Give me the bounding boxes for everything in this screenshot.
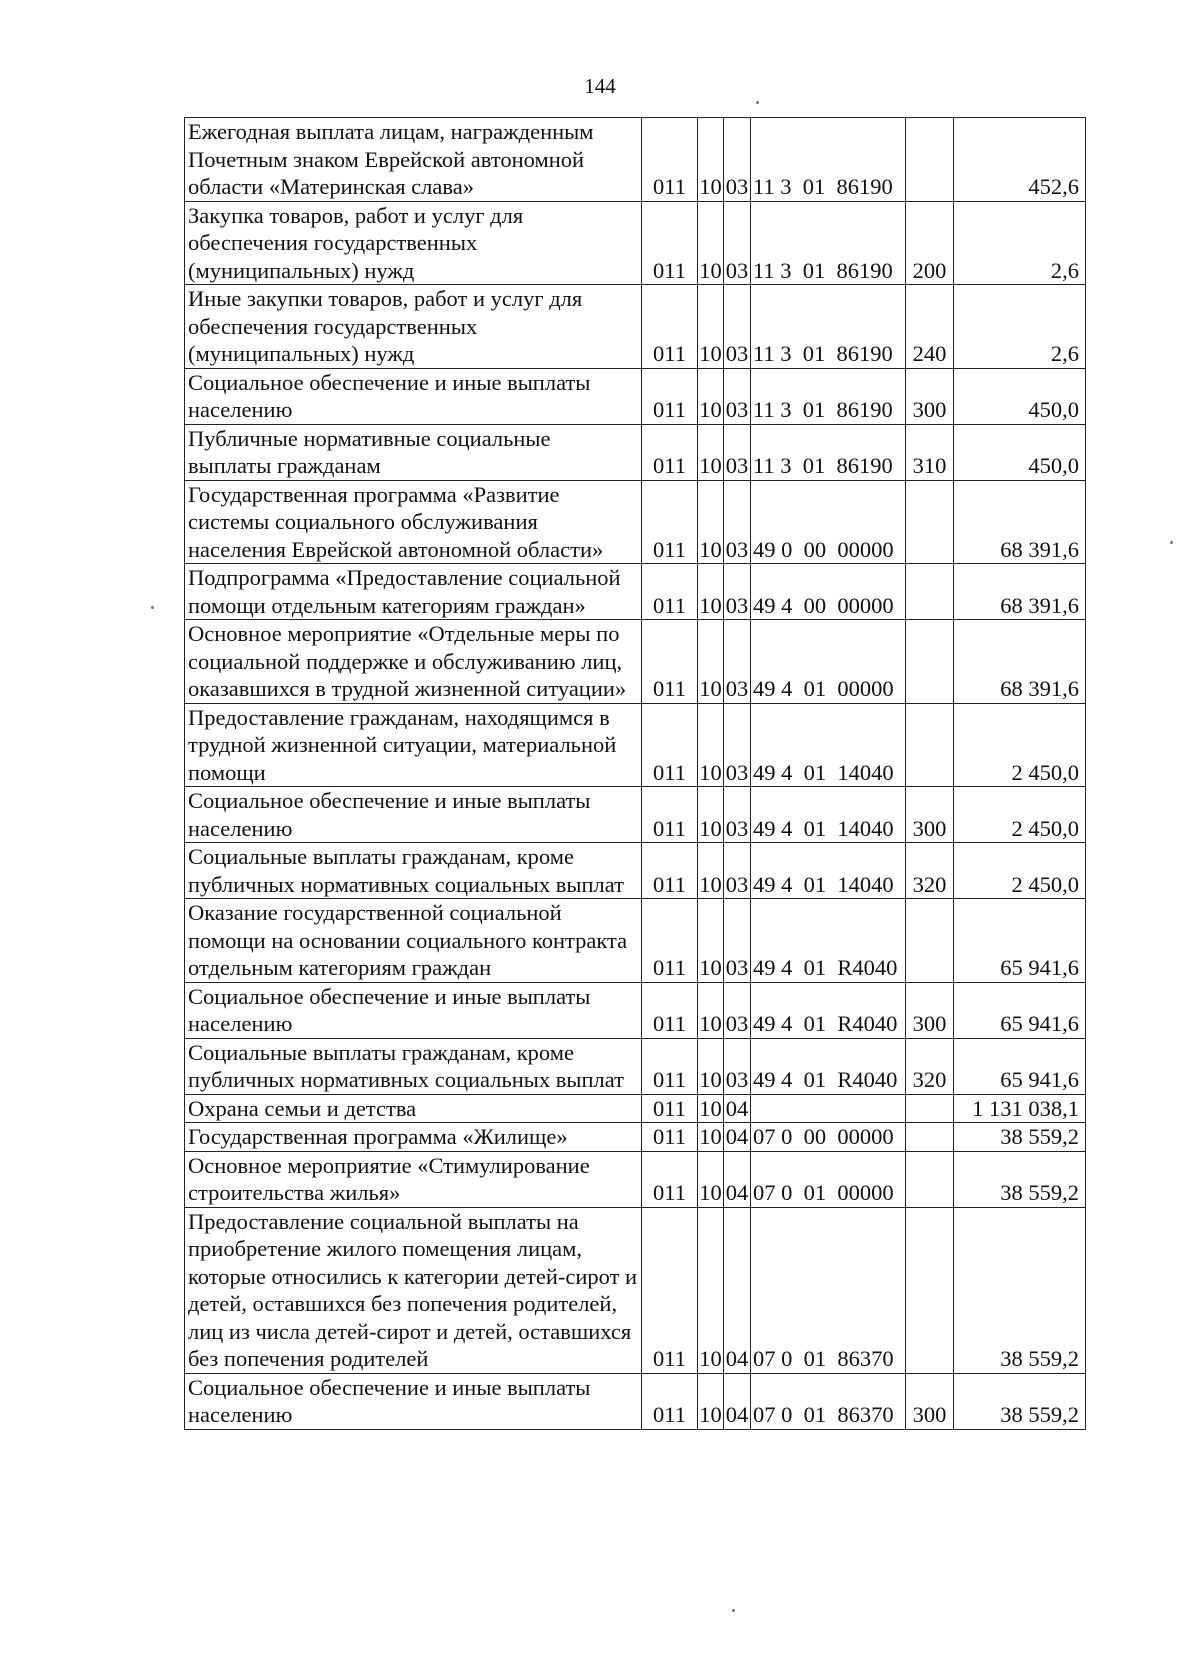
cell-amount: 38 559,2	[954, 1123, 1086, 1152]
cell-target-article: 49 0 00 00000	[751, 480, 906, 564]
budget-table	[184, 117, 1086, 1430]
cell-admin-code: 011	[642, 480, 698, 564]
cell-amount: 68 391,6	[954, 564, 1086, 620]
cell-admin-code: 011	[642, 368, 698, 424]
cell-target-article: 49 4 01 14040	[751, 843, 906, 899]
cell-expense-type	[906, 899, 954, 983]
cell-expense-type: 300	[906, 368, 954, 424]
cell-section: 10	[698, 787, 724, 843]
cell-target-article: 07 0 00 00000	[751, 1123, 906, 1152]
cell-amount: 38 559,2	[954, 1207, 1086, 1373]
cell-name: Социальные выплаты гражданам, кроме публичных нормативных социальных выплат	[185, 1038, 642, 1094]
cell-amount: 2 450,0	[954, 787, 1086, 843]
cell-name: Оказание государственной социальной помощи на основании социального контракта отдельным категориям граждан	[185, 899, 642, 983]
cell-admin-code: 011	[642, 118, 698, 202]
cell-subsection: 03	[724, 620, 751, 704]
cell-admin-code: 011	[642, 1373, 698, 1429]
table-row	[185, 564, 1086, 620]
cell-subsection: 03	[724, 424, 751, 480]
cell-section: 10	[698, 982, 724, 1038]
cell-target-article: 49 4 01 00000	[751, 620, 906, 704]
cell-target-article: 11 3 01 86190	[751, 118, 906, 202]
table-row	[185, 899, 1086, 983]
cell-subsection: 03	[724, 843, 751, 899]
cell-admin-code: 011	[642, 843, 698, 899]
cell-admin-code: 011	[642, 1038, 698, 1094]
cell-name: Социальное обеспечение и иные выплаты населению	[185, 368, 642, 424]
cell-admin-code: 011	[642, 1207, 698, 1373]
table-row	[185, 201, 1086, 285]
cell-subsection: 03	[724, 1038, 751, 1094]
cell-target-article: 11 3 01 86190	[751, 424, 906, 480]
table-row	[185, 424, 1086, 480]
cell-subsection: 03	[724, 368, 751, 424]
table-row	[185, 787, 1086, 843]
cell-amount: 65 941,6	[954, 899, 1086, 983]
cell-name: Социальное обеспечение и иные выплаты населению	[185, 982, 642, 1038]
cell-subsection: 04	[724, 1151, 751, 1207]
cell-amount: 68 391,6	[954, 620, 1086, 704]
cell-target-article: 07 0 01 00000	[751, 1151, 906, 1207]
cell-name: Государственная программа «Жилище»	[185, 1123, 642, 1152]
cell-subsection: 03	[724, 787, 751, 843]
cell-name: Предоставление гражданам, находящимся в трудной жизненной ситуации, материальной помощи	[185, 703, 642, 787]
cell-name: Закупка товаров, работ и услуг для обеспечения государственных (муниципальных) нужд	[185, 201, 642, 285]
cell-section: 10	[699, 1124, 722, 1149]
cell-admin-code: 011	[642, 424, 698, 480]
cell-section: 10	[698, 843, 724, 899]
cell-name: Государственная программа «Развитие системы социального обслуживания населения Еврейской автономной области»	[185, 480, 642, 564]
cell-target-article: 07 0 01 86370	[751, 1373, 906, 1429]
cell-amount: 65 941,6	[954, 982, 1086, 1038]
cell-name: Ежегодная выплата лицам, награжденным Почетным знаком Еврейской автономной области «Материнская слава»	[185, 118, 642, 202]
cell-admin-code: 011	[642, 1123, 698, 1152]
cell-name: Охрана семьи и детства	[185, 1094, 642, 1123]
cell-section: 10	[698, 1038, 724, 1094]
cell-expense-type	[906, 1123, 954, 1152]
cell-target-article: 07 0 01 86370	[751, 1207, 906, 1373]
cell-expense-type: 300	[906, 787, 954, 843]
table-row	[185, 1373, 1086, 1429]
cell-expense-type: 320	[906, 1038, 954, 1094]
table-row	[185, 118, 1086, 202]
cell-section: 10	[699, 1095, 722, 1121]
cell-subsection: 03	[724, 285, 751, 369]
cell-section: 10	[698, 1151, 724, 1207]
cell-subsection: 03	[724, 899, 751, 983]
cell-expense-type	[906, 118, 954, 202]
cell-name: Предоставление социальной выплаты на приобретение жилого помещения лицам, которые относились к категории детей-сирот и детей, оставшихся без попечения родителей, лиц из числа детей-сирот и детей, оставшихся без попечения родителей	[185, 1207, 642, 1373]
cell-amount: 38 559,2	[954, 1373, 1086, 1429]
cell-subsection: 03	[724, 480, 751, 564]
cell-amount: 450,0	[954, 424, 1086, 480]
cell-section: 10	[698, 1207, 724, 1373]
table-row	[185, 703, 1086, 787]
cell-subsection: 03	[724, 201, 751, 285]
cell-subsection: 04	[724, 1373, 751, 1429]
table-row	[185, 1094, 1086, 1123]
table-row	[185, 1151, 1086, 1207]
table-row	[185, 285, 1086, 369]
cell-section: 10	[698, 424, 724, 480]
cell-name: Публичные нормативные социальные выплаты гражданам	[185, 424, 642, 480]
cell-name: Социальные выплаты гражданам, кроме публичных нормативных социальных выплат	[185, 843, 642, 899]
cell-amount: 2 450,0	[954, 703, 1086, 787]
cell-expense-type	[906, 1207, 954, 1373]
cell-name: Основное мероприятие «Стимулирование строительства жилья»	[185, 1151, 642, 1207]
cell-section: 10	[698, 201, 724, 285]
cell-subsection: 03	[724, 982, 751, 1038]
cell-admin-code: 011	[642, 564, 698, 620]
cell-name: Иные закупки товаров, работ и услуг для обеспечения государственных (муниципальных) нужд	[185, 285, 642, 369]
cell-name: Подпрограмма «Предоставление социальной помощи отдельным категориям граждан»	[185, 564, 642, 620]
cell-name: Основное мероприятие «Отдельные меры по социальной поддержке и обслуживанию лиц, оказавшихся в трудной жизненной ситуации»	[185, 620, 642, 704]
cell-section: 10	[698, 1373, 724, 1429]
cell-expense-type	[906, 1094, 954, 1123]
cell-subsection: 03	[724, 703, 751, 787]
cell-amount: 68 391,6	[954, 480, 1086, 564]
cell-admin-code: 011	[642, 201, 698, 285]
cell-admin-code: 011	[642, 1151, 698, 1207]
table-row	[185, 843, 1086, 899]
cell-expense-type	[906, 703, 954, 787]
cell-amount: 65 941,6	[954, 1038, 1086, 1094]
cell-section: 10	[698, 620, 724, 704]
cell-amount: 2,6	[954, 285, 1086, 369]
cell-section: 10	[698, 480, 724, 564]
cell-section: 10	[698, 564, 724, 620]
cell-expense-type	[906, 1151, 954, 1207]
cell-target-article	[751, 1094, 906, 1123]
cell-expense-type	[906, 480, 954, 564]
cell-target-article: 49 4 01 14040	[751, 703, 906, 787]
cell-amount: 38 559,2	[954, 1151, 1086, 1207]
cell-section: 10	[698, 899, 724, 983]
table-body	[185, 118, 1086, 1430]
cell-section: 10	[698, 703, 724, 787]
cell-subsection: 04	[724, 1123, 751, 1152]
cell-target-article: 49 4 01 14040	[751, 787, 906, 843]
cell-admin-code: 011	[642, 285, 698, 369]
cell-name: Социальное обеспечение и иные выплаты населению	[185, 1373, 642, 1429]
cell-section: 10	[698, 368, 724, 424]
cell-expense-type	[906, 620, 954, 704]
cell-target-article: 49 4 01 R4040	[751, 982, 906, 1038]
cell-expense-type: 200	[906, 201, 954, 285]
cell-admin-code: 011	[642, 620, 698, 704]
cell-expense-type: 300	[906, 1373, 954, 1429]
cell-target-article: 49 4 01 R4040	[751, 899, 906, 983]
table-row	[185, 1038, 1086, 1094]
cell-admin-code: 011	[642, 982, 698, 1038]
cell-section: 10	[698, 118, 724, 202]
cell-target-article: 49 4 01 R4040	[751, 1038, 906, 1094]
cell-amount: 1 131 038,1	[954, 1094, 1086, 1123]
cell-subsection: 03	[724, 564, 751, 620]
cell-target-article: 11 3 01 86190	[751, 201, 906, 285]
cell-amount: 2,6	[954, 201, 1086, 285]
cell-expense-type: 300	[906, 982, 954, 1038]
cell-expense-type: 320	[906, 843, 954, 899]
cell-expense-type: 310	[906, 424, 954, 480]
cell-subsection: 04	[724, 1094, 751, 1123]
cell-target-article: 11 3 01 86190	[751, 285, 906, 369]
cell-admin-code: 011	[642, 787, 698, 843]
table-row	[185, 368, 1086, 424]
table-row	[185, 1123, 1086, 1152]
cell-amount: 450,0	[954, 368, 1086, 424]
cell-admin-code: 011	[642, 703, 698, 787]
table-row	[185, 480, 1086, 564]
cell-target-article: 49 4 00 00000	[751, 564, 906, 620]
cell-expense-type: 240	[906, 285, 954, 369]
cell-admin-code: 011	[642, 1094, 698, 1123]
page-number: 144	[584, 74, 616, 98]
table-row	[185, 982, 1086, 1038]
cell-amount: 452,6	[954, 118, 1086, 202]
cell-admin-code: 011	[642, 899, 698, 983]
table-row	[185, 620, 1086, 704]
cell-amount: 2 450,0	[954, 843, 1086, 899]
cell-name: Социальное обеспечение и иные выплаты населению	[185, 787, 642, 843]
cell-target-article: 11 3 01 86190	[751, 368, 906, 424]
table-row	[185, 1207, 1086, 1373]
cell-subsection: 03	[724, 118, 751, 202]
cell-subsection: 04	[724, 1207, 751, 1373]
cell-section: 10	[698, 285, 724, 369]
cell-expense-type	[906, 564, 954, 620]
